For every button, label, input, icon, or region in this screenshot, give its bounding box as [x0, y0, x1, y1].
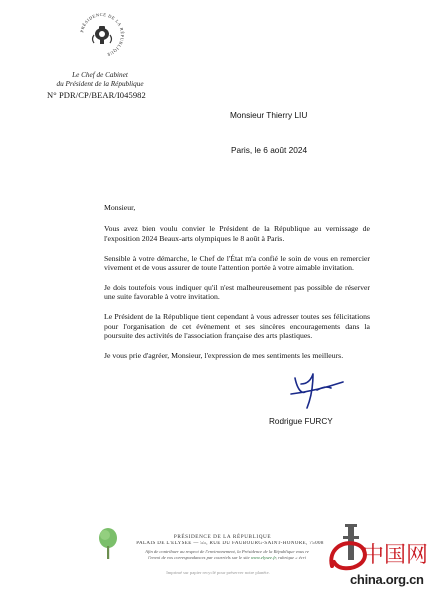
closing-formula: Je vous prie d'agréer, Monsieur, l'expression de mes sentiments les meilleurs. [104, 351, 344, 361]
watermark-logo-text: 中国网 [362, 543, 429, 568]
handwritten-signature-icon [287, 370, 347, 412]
body-paragraph-4: Le Président de la République tient cependant à vous adresser toutes ses félicitations pour l'organisation de cet évènement et ses sincères encouragements dans la poursuite des activités de l'association française des arts plastiques. [104, 312, 370, 341]
footer-environment-notice [118, 549, 336, 561]
reference-number: N° PDR/CP/BEAR/I045982 [47, 90, 146, 100]
footer-notice-text: l'envoi de vos correspondances par courriels sur le site [148, 555, 251, 560]
letter-body [104, 203, 370, 371]
seal-ring-text: PRÉSIDENCE DE LA RÉPUBLIQUE [79, 11, 126, 58]
sender-title [40, 71, 160, 89]
footer-notice-text-end: , rubrique « écri [275, 555, 306, 560]
footer-address: PALAIS DE L'ÉLYSÉE — 55, RUE DU FAUBOURG-SAINT-HONORÉ, 75008 [136, 541, 324, 546]
footer-organization: PRÉSIDENCE DE LA RÉPUBLIQUE [173, 534, 272, 540]
recycled-paper-notice: Imprimé sur papier recyclé pour préserver notre planète. [166, 570, 270, 575]
body-paragraph-2: Sensible à votre démarche, le Chef de l'État m'a confié le soin de vous en remercier vivement et de vous assurer de toute l'attention portée à votre aimable invitation. [104, 253, 370, 273]
body-paragraph-1: Vous avez bien voulu convier le Président de la République au vernissage de l'exposition 2024 Beaux-arts olympiques le 8 août à Paris. [104, 224, 370, 243]
salutation: Monsieur, [104, 203, 136, 212]
sender-title-line1: Le Chef de Cabinet [72, 71, 128, 79]
sender-title-line2: du Président de la République [56, 80, 144, 88]
footer-notice-line2 [118, 555, 336, 561]
elysee-website-link[interactable]: www.elysee.fr [250, 555, 276, 560]
signatory-name: Rodrigue FURCY [269, 417, 333, 426]
body-paragraph-3: Je dois toutefois vous indiquer qu'il n'est malheureusement pas possible de réserver une suite favorable à votre invitation. [104, 283, 370, 302]
green-tree-icon [98, 527, 118, 561]
recipient-name: Monsieur Thierry LIU [230, 110, 308, 120]
watermark-domain: china.org.cn [350, 572, 424, 587]
presidential-seal-icon [77, 10, 127, 60]
footer-notice-line1: Afin de contribuer au respect de l'environnement, la Présidence de la République vous re [145, 549, 309, 554]
place-date: Paris, le 6 août 2024 [231, 145, 308, 155]
